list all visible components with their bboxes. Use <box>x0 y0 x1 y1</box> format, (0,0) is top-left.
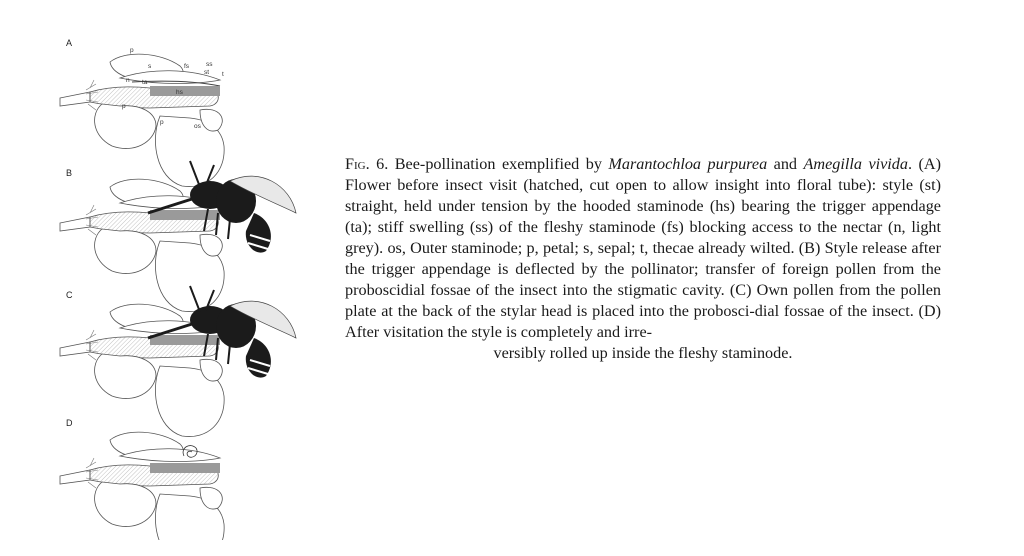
label-os: os <box>194 123 201 130</box>
label-st: st <box>204 69 210 76</box>
label-ta: ta <box>142 79 148 86</box>
panel-letter-c: C <box>66 290 73 300</box>
label-t: t <box>222 71 224 78</box>
caption-text-1: Bee-pollination exemplified by <box>388 155 609 173</box>
figure-label: Fig. 6. <box>345 155 389 173</box>
figure-illustration <box>50 30 300 540</box>
caption-text-4: versibly rolled up inside the fleshy staminode. <box>493 344 793 362</box>
figure-caption <box>345 154 941 364</box>
panel-d <box>60 418 224 540</box>
panel-letter-a: A <box>66 38 73 48</box>
panel-letter-d: D <box>66 418 73 428</box>
label-p-top: p <box>130 47 134 54</box>
label-p-left: p <box>122 103 126 110</box>
label-hs: hs <box>176 89 183 96</box>
panel-letter-b: B <box>66 168 73 178</box>
label-fs: fs <box>184 63 190 70</box>
species-name-1: Marantochloa purpurea <box>608 155 768 173</box>
label-n: n <box>126 77 130 84</box>
caption-text-3: . (A) Flower before insect visit (hatched, cut open to allow insight into floral tube): style (st) straight, held under tension by the hooded staminode (hs) bearing the trigger appendage (ta); stiff swelling (ss) of the fleshy staminode (fs) blocking access to the nectar (n, light grey). os, Outer staminode; p, petal; s, sepal; t, thecae already wilted. (B) Style release after the trigger appendage is deflected by the pollinator; transfer of foreign pollen from the proboscidial fossae of the insect into the stigmatic cavity. (C) Own pollen from the pollen plate at the back of the stylar head is placed into the probosci-dial fossae of the insect. (D) After visitation the style is completely and irre- <box>345 155 941 341</box>
label-s: s <box>148 63 152 70</box>
species-name-2: Amegilla vivida <box>803 155 908 173</box>
caption-text-2: and <box>767 155 804 173</box>
label-ss: ss <box>206 61 213 68</box>
panel-a <box>60 38 224 187</box>
label-p-bottom: p <box>160 119 164 126</box>
